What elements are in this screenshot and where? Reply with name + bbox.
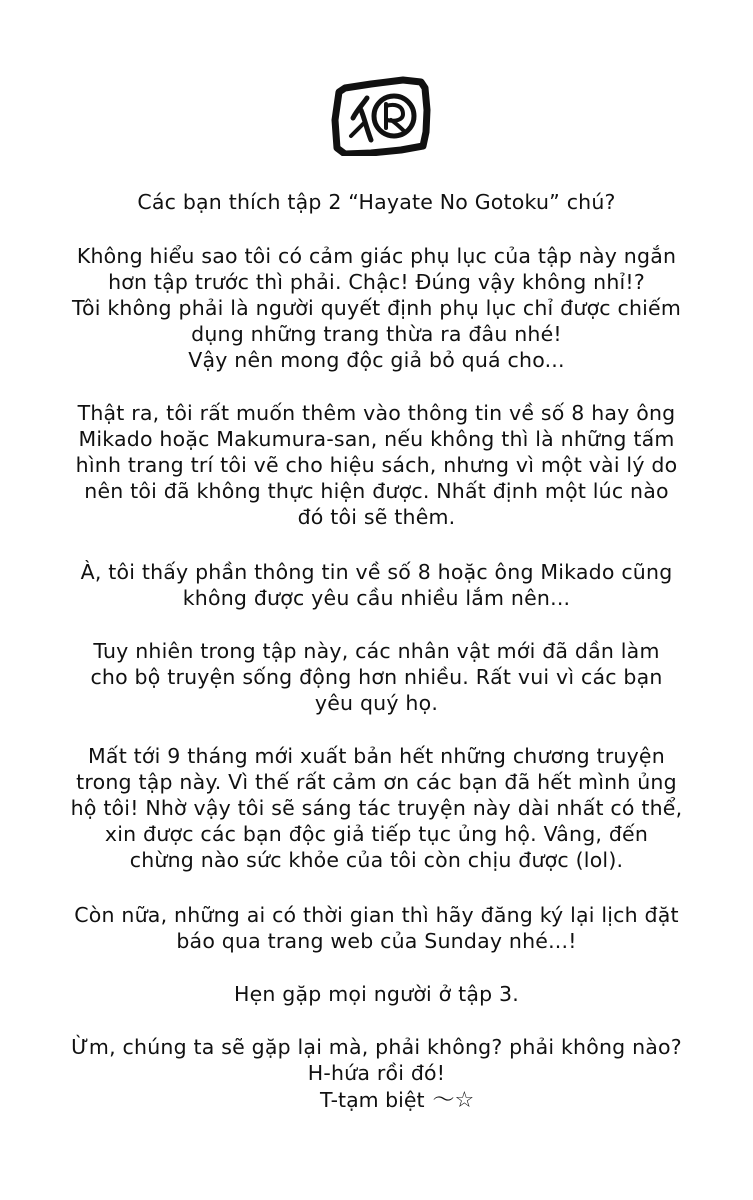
text-line: báo qua trang web của Sunday nhé...! bbox=[176, 929, 577, 953]
mikado-paragraph bbox=[50, 559, 703, 611]
see-you-paragraph bbox=[50, 981, 703, 1007]
text-line: nên tôi đã không thực hiện được. Nhất định một lúc nào bbox=[84, 479, 669, 503]
subscription-paragraph bbox=[50, 902, 703, 954]
text-line: hơn tập trước thì phải. Chậc! Đúng vậy không nhỉ!? bbox=[108, 270, 645, 294]
text-line: Vậy nên mong độc giả bỏ quá cho... bbox=[188, 348, 565, 372]
text-line: hộ tôi! Nhờ vậy tôi sẽ sáng tác truyện này dài nhất có thể, bbox=[70, 796, 683, 820]
text-line: yêu quý họ. bbox=[314, 691, 439, 715]
text-line: xin được các bạn độc giả tiếp tục ủng hộ. Vâng, đến bbox=[104, 822, 649, 846]
farewell-line bbox=[320, 1087, 474, 1114]
text-line: hình trang trí tôi vẽ cho hiệu sách, nhưng vì một vài lý do bbox=[75, 453, 678, 477]
text-line: đó tôi sẽ thêm. bbox=[297, 505, 456, 529]
text-line: Các bạn thích tập 2 “Hayate No Gotoku” chú? bbox=[137, 190, 616, 214]
text-line: Tôi không phải là người quyết định phụ lục chỉ được chiếm bbox=[71, 296, 682, 320]
farewell-text: T-tạm biệt bbox=[320, 1088, 425, 1112]
text-line: Hẹn gặp mọi người ở tập 3. bbox=[233, 982, 520, 1006]
text-line: Thật ra, tôi rất muốn thêm vào thông tin về số 8 hay ông bbox=[77, 401, 676, 425]
text-line: trong tập này. Vì thế rất cảm ơn các bạn đã hết mình ủng bbox=[76, 770, 677, 794]
text-line: Mikado hoặc Makumura-san, nếu không thì là những tấm bbox=[78, 427, 675, 451]
promise-paragraph bbox=[50, 1034, 703, 1086]
appendix-paragraph bbox=[50, 243, 703, 373]
wave-star-mark: 〜☆ bbox=[432, 1088, 475, 1113]
text-line: dụng những trang thừa ra đâu nhé! bbox=[191, 322, 562, 346]
text-line: Tuy nhiên trong tập này, các nhân vật mới đã dần làm bbox=[93, 639, 660, 663]
text-line: Không hiểu sao tôi có cảm giác phụ lục của tập này ngắn bbox=[76, 244, 677, 268]
info-paragraph bbox=[50, 400, 703, 530]
text-line: chừng nào sức khỏe của tôi còn chịu được (lol). bbox=[129, 848, 624, 872]
text-line: Ừm, chúng ta sẽ gặp lại mà, phải không? phải không nào? bbox=[71, 1035, 682, 1059]
text-line: Còn nữa, những ai có thời gian thì hãy đăng ký lại lịch đặt bbox=[74, 903, 679, 927]
characters-paragraph bbox=[50, 638, 703, 716]
text-line: Mất tới 9 tháng mới xuất bản hết những chương truyện bbox=[88, 744, 665, 768]
text-line: không được yêu cầu nhiều lắm nên... bbox=[182, 586, 571, 610]
thanks-paragraph bbox=[50, 743, 703, 873]
text-line: cho bộ truyện sống động hơn nhiều. Rất vui vì các bạn bbox=[90, 665, 663, 689]
seal-stamp-icon bbox=[331, 70, 431, 156]
intro-paragraph bbox=[50, 189, 703, 215]
text-line: À, tôi thấy phần thông tin về số 8 hoặc ông Mikado cũng bbox=[80, 560, 673, 584]
text-line: H-hứa rồi đó! bbox=[307, 1061, 446, 1085]
